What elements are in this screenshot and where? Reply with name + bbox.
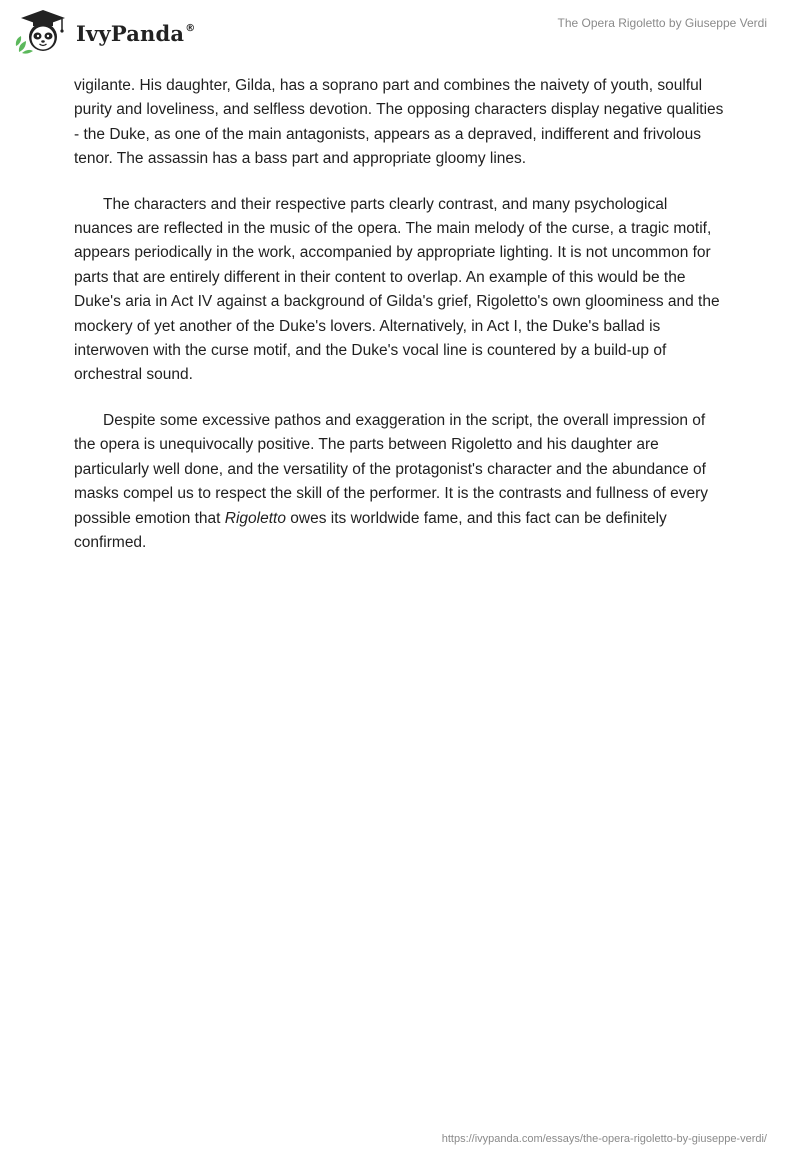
panda-graduate-icon [14,8,72,54]
source-url[interactable]: https://ivypanda.com/essays/the-opera-rigoletto-by-giuseppe-verdi/ [441,1133,767,1145]
opera-title-italic: Rigoletto [224,509,286,527]
essay-body [74,74,730,576]
paragraph-3-text-start: Despite some excessive pathos and exaggeration in the script, the overall impression of the opera is unequivocally positive. The parts between Rigoletto and his daughter are particularly well done, and the versatility of the protagonist's character and the abundance of masks compel us to respect the skill of the performer. It is the contrasts and fullness of every possible emotion that [74,411,709,527]
registered-mark: ® [185,22,196,34]
paragraph-3 [74,409,730,555]
paragraph-1: vigilante. His daughter, Gilda, has a soprano part and combines the naivety of youth, soulful purity and loveliness, and selfless devotion. The opposing characters display negative qualities - the Duke, as one of the main antagonists, appears as a depraved, indifferent and frivolous tenor. The assassin has a bass part and appropriate gloomy lines. [74,77,724,168]
paragraph-3-text-end: owes its worldwide fame, and this fact can be definitely confirmed. [74,509,667,551]
page-header [0,0,800,70]
ivypanda-logo[interactable] [14,8,195,54]
brand-name: IvyPanda® [76,20,196,46]
document-title: The Opera Rigoletto by Giuseppe Verdi [557,16,767,30]
paragraph-2: The characters and their respective parts clearly contrast, and many psychological nuances are reflected in the music of the opera. The main melody of the curse, a tragic motif, appears periodically in the work, accompanied by appropriate lighting. It is not uncommon for parts that are entirely different in their content to overlap. An example of this would be the Duke's aria in Act IV against a background of Gilda's grief, Rigoletto's own gloominess and the mockery of yet another of the Duke's lovers. Alternatively, in Act I, the Duke's ballad is interwoven with the curse motif, and the Duke's vocal line is countered by a build-up of orchestral sound. [74,195,720,384]
